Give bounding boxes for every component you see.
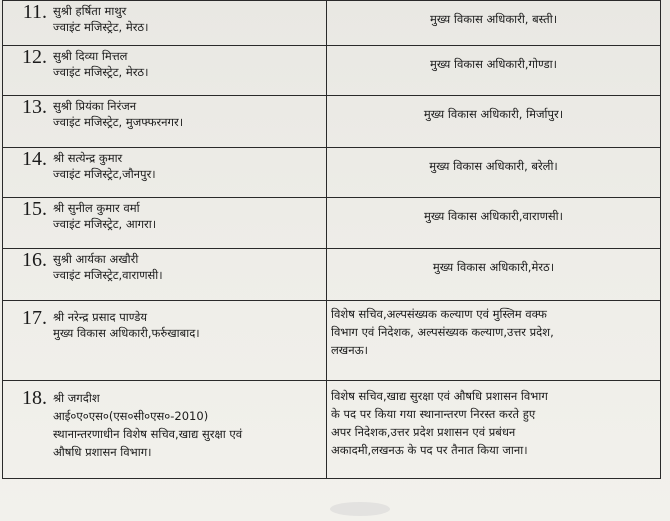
current-designation: ज्वाइंट मजिस्ट्रेट, मुजफ्फरनगर। <box>53 115 184 129</box>
serial-number: 15. <box>22 198 47 220</box>
new-posting-line: लखनऊ। <box>331 343 368 357</box>
table-row <box>3 46 661 96</box>
current-designation-line: औषधि प्रशासन विभाग। <box>53 445 152 459</box>
table-row <box>3 198 661 249</box>
posting-cell <box>327 96 661 148</box>
posting-cell <box>327 46 661 96</box>
new-posting: मुख्य विकास अधिकारी, बस्ती। <box>429 12 558 26</box>
table-row <box>3 1 661 46</box>
current-designation: ज्वाइंट मजिस्ट्रेट,वाराणसी। <box>53 268 163 282</box>
serial-number: 13. <box>22 96 47 118</box>
table-row <box>3 96 661 148</box>
officer-cell <box>3 381 327 479</box>
new-posting: मुख्य विकास अधिकारी,गोण्डा। <box>430 57 557 71</box>
new-posting-line: अपर निदेशक,उत्तर प्रदेश प्रशासन एवं प्रबंधन <box>331 425 516 439</box>
posting-cell <box>327 1 661 46</box>
serial-number: 14. <box>22 148 47 170</box>
new-posting-line: विभाग एवं निदेशक, अल्पसंख्यक कल्याण,उत्तर प्रदेश, <box>331 325 554 339</box>
faint-stamp-mark <box>330 502 390 516</box>
officer-name: श्री जगदीश <box>53 391 100 405</box>
serial-number: 17. <box>22 307 47 329</box>
table-row <box>3 301 661 381</box>
officer-name: सुश्री दिव्या मित्तल <box>53 49 128 63</box>
new-posting-line: विशेष सचिव,खाद्य सुरक्षा एवं औषधि प्रशासन विभाग <box>331 389 548 403</box>
current-designation: ज्वाइंट मजिस्ट्रेट, मेरठ। <box>53 65 149 79</box>
current-designation: ज्वाइंट मजिस्ट्रेट, आगरा। <box>53 217 157 231</box>
officer-name: श्री सुनील कुमार वर्मा <box>53 201 140 215</box>
officer-cell <box>3 46 327 96</box>
posting-cell <box>327 249 661 301</box>
officer-name: सुश्री हर्षिता माथुर <box>53 4 127 18</box>
posting-cell <box>327 381 661 479</box>
new-posting-line: विशेष सचिव,अल्पसंख्यक कल्याण एवं मुस्लिम वक्फ <box>331 307 547 321</box>
officer-cell <box>3 301 327 381</box>
current-designation: ज्वाइंट मजिस्ट्रेट,जौनपुर। <box>53 167 156 181</box>
current-designation: मुख्य विकास अधिकारी,फर्रुखाबाद। <box>53 326 200 340</box>
table-row <box>3 148 661 198</box>
serial-number: 16. <box>22 249 47 271</box>
posting-cell <box>327 301 661 381</box>
serial-number: 12. <box>22 46 47 68</box>
transfer-orders-table <box>2 0 661 479</box>
current-designation: ज्वाइंट मजिस्ट्रेट, मेरठ। <box>53 20 149 34</box>
officer-cell <box>3 249 327 301</box>
officer-cell <box>3 96 327 148</box>
serial-number: 11. <box>22 1 47 23</box>
officer-name: श्री नरेन्द्र प्रसाद पाण्डेय <box>53 310 148 324</box>
officer-name: श्री सत्येन्द्र कुमार <box>53 151 123 165</box>
new-posting: मुख्य विकास अधिकारी,मेरठ। <box>432 260 555 274</box>
table-row <box>3 249 661 301</box>
officer-name: सुश्री आर्यका अखौरी <box>53 252 139 266</box>
new-posting: मुख्य विकास अधिकारी, मिर्जापुर। <box>423 107 564 121</box>
posting-cell <box>327 198 661 249</box>
officer-cell <box>3 198 327 249</box>
current-designation-line: आई०ए०एस०(एस०सी०एस०-2010) <box>53 409 209 423</box>
posting-cell <box>327 148 661 198</box>
serial-number: 18. <box>22 387 47 409</box>
new-posting: मुख्य विकास अधिकारी,वाराणसी। <box>423 209 563 223</box>
new-posting-line: के पद पर किया गया स्थानान्तरण निरस्त करते हुए <box>331 407 536 421</box>
new-posting-line: अकादमी,लखनऊ के पद पर तैनात किया जाना। <box>331 443 528 457</box>
officer-cell <box>3 1 327 46</box>
table-row <box>3 381 661 479</box>
new-posting: मुख्य विकास अधिकारी, बरेली। <box>429 159 558 173</box>
officer-cell <box>3 148 327 198</box>
officer-name: सुश्री प्रियंका निरंजन <box>53 99 137 113</box>
current-designation-line: स्थानान्तरणाधीन विशेष सचिव,खाद्य सुरक्षा एवं <box>53 427 243 441</box>
